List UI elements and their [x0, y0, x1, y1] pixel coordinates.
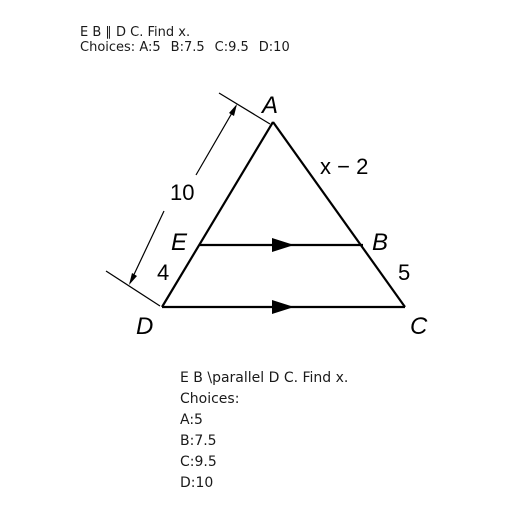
side-ad	[162, 122, 273, 307]
vertex-label-a: A	[262, 92, 279, 119]
parallel-arrow-dc	[272, 300, 294, 314]
vertex-label-b: B	[372, 229, 389, 256]
dimension-arrowhead-bottom	[129, 273, 137, 285]
dimension-arrowhead-top	[229, 104, 237, 116]
vertex-label-d: D	[136, 313, 154, 340]
footer-question-text: E B \parallel D C. Find x.	[180, 370, 349, 386]
footer-choice-a: A:5	[180, 412, 203, 428]
side-ac	[273, 122, 405, 307]
choice-a: A:5	[139, 40, 161, 55]
label-bc: 5	[398, 260, 411, 285]
question-text: E B ∥ D C. Find x.	[80, 25, 191, 40]
vertex-label-c: C	[410, 313, 428, 340]
choices-prefix: Choices:	[80, 40, 136, 55]
dimension-line-upper	[196, 106, 236, 175]
label-ab: x − 2	[320, 154, 369, 179]
footer-choice-d: D:10	[180, 475, 214, 491]
footer-choices-label: Choices:	[180, 391, 240, 407]
choice-b: B:7.5	[170, 40, 205, 55]
vertex-label-e: E	[171, 229, 188, 256]
label-ad: 10	[170, 180, 195, 205]
footer-choice-c: C:9.5	[180, 454, 217, 470]
label-ed: 4	[157, 260, 170, 285]
parallel-arrow-eb	[272, 238, 294, 252]
choice-d: D:10	[258, 40, 290, 55]
choice-c: C:9.5	[214, 40, 249, 55]
footer-choice-b: B:7.5	[180, 433, 217, 449]
question-footer	[180, 368, 348, 494]
